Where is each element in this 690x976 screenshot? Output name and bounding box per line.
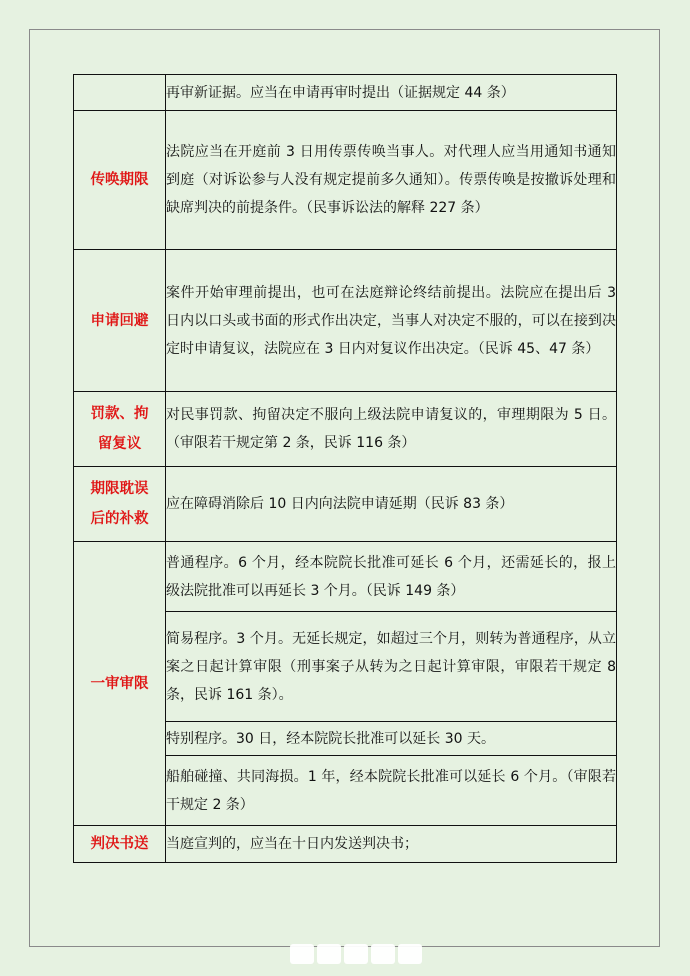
ship-collision-content: 船舶碰撞、共同海损。1 年，经本院院长批准可以延长 6 个月。（审限若干规定 2 条） (166, 756, 617, 826)
table-row (74, 75, 617, 111)
recusal-content: 案件开始审理前提出，也可在法庭辩论终结前提出。法院应在提出后 3 日内以口头或书面的形式作出决定，当事人对决定不服的，可以在接到决定时申请复议，法院应在 3 日内对复议作出决定。（民诉 45、47 条） (166, 250, 617, 392)
retrial-evidence-content: 再审新证据。应当在申请再审时提出（证据规定 44 条） (166, 75, 617, 111)
watermark-blur (290, 944, 422, 966)
missed-deadline-remedy-content: 应在障碍消除后 10 日内向法院申请延期（民诉 83 条） (166, 467, 617, 542)
table-row (74, 467, 617, 542)
judgment-delivery-label: 判决书送 (74, 826, 166, 863)
summons-deadline-content: 法院应当在开庭前 3 日用传票传唤当事人。对代理人应当用通知书通知到庭（对诉讼参与人没有规定提前多久通知）。传票传唤是按撤诉处理和缺席判决的前提条件。（民事诉讼法的解释 227 条） (166, 111, 617, 250)
fine-detention-review-label: 罚款、拘 留复议 (74, 392, 166, 467)
row-label-empty (74, 75, 166, 111)
table-row (74, 250, 617, 392)
judgment-delivery-content: 当庭宣判的，应当在十日内发送判决书； (166, 826, 617, 863)
recusal-label: 申请回避 (74, 250, 166, 392)
missed-deadline-remedy-label: 期限耽误 后的补救 (74, 467, 166, 542)
table-row (74, 542, 617, 612)
summons-deadline-label: 传唤期限 (74, 111, 166, 250)
first-instance-limit-label: 一审审限 (74, 542, 166, 826)
table-row (74, 826, 617, 863)
table-row (74, 392, 617, 467)
simplified-procedure-content: 简易程序。3 个月。无延长规定，如超过三个月，则转为普通程序，从立案之日起计算审限（刑事案子从转为之日起计算审限，审限若干规定 8 条，民诉 161 条）。 (166, 612, 617, 722)
table-row (74, 111, 617, 250)
ordinary-procedure-content: 普通程序。6 个月，经本院院长批准可延长 6 个月，还需延长的，报上级法院批准可以再延长 3 个月。（民诉 149 条） (166, 542, 617, 612)
deadline-table (73, 74, 617, 863)
special-procedure-content: 特别程序。30 日，经本院院长批准可以延长 30 天。 (166, 722, 617, 756)
fine-detention-review-content: 对民事罚款、拘留决定不服向上级法院申请复议的，审理期限为 5 日。 （审限若干规定第 2 条，民诉 116 条） (166, 392, 617, 467)
